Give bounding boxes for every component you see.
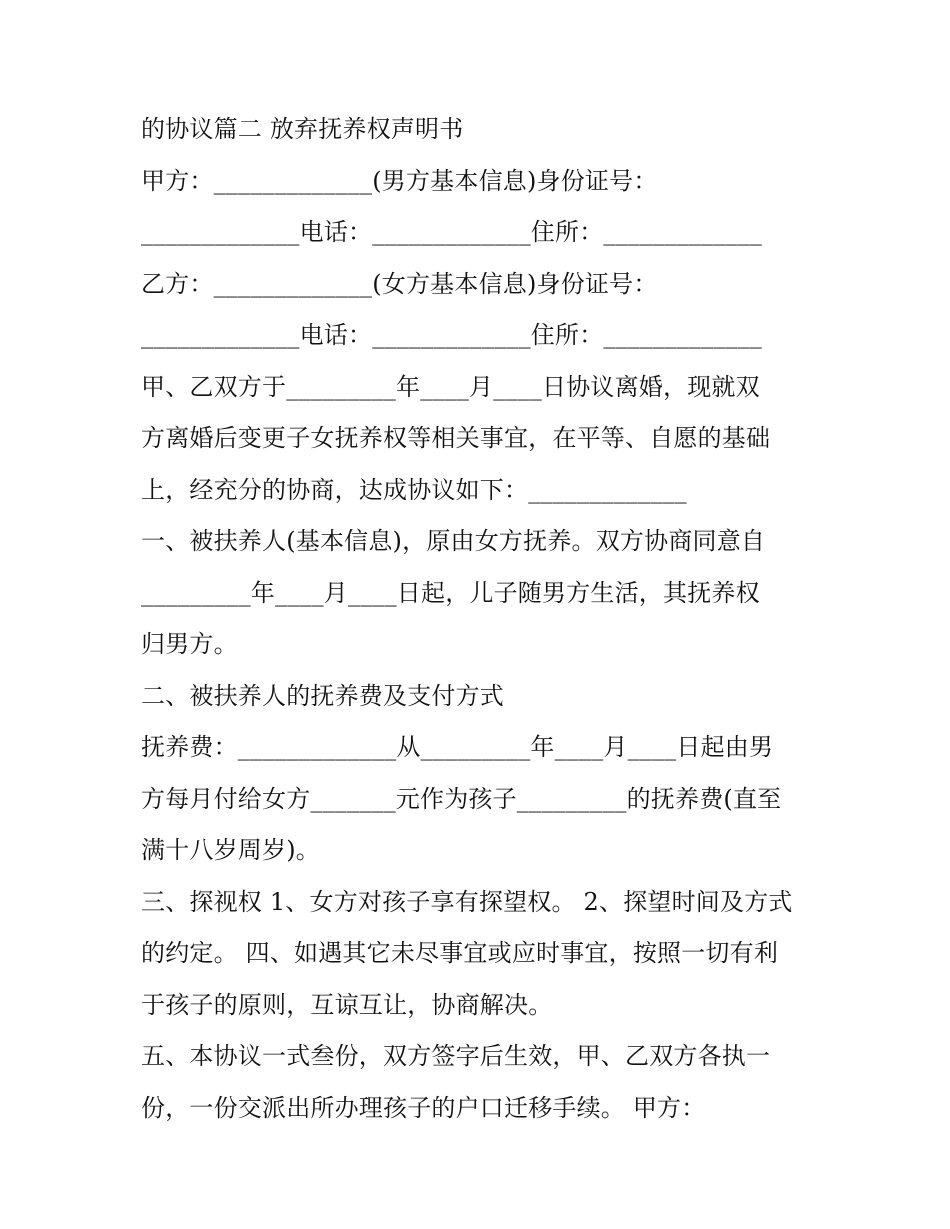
clause-two-heading: 二、被扶养人的抚养费及支付方式 bbox=[141, 681, 504, 710]
paragraph-line: 上，经充分的协商，达成协议如下：_____________ bbox=[141, 475, 687, 504]
party-a-line: 甲方：_____________(男方基本信息)身份证号： bbox=[141, 166, 658, 195]
clause-three-line: 三、探视权 1、女方对孩子享有探望权。 2、探望时间及方式 bbox=[141, 887, 793, 916]
document-body bbox=[141, 104, 821, 1134]
clause-two-line: 方每月付给女方_______元作为孩子_________的抚养费(直至 bbox=[141, 784, 782, 813]
clause-three-line: 的约定。 四、如遇其它未尽事宜或应时事宜，按照一切有利 bbox=[141, 939, 779, 967]
clause-two-line: 抚养费：_____________从_________年____月____日起由男 bbox=[141, 733, 774, 761]
clause-two-line: 满十八岁周岁)。 bbox=[141, 836, 320, 864]
party-b-line: 乙方：_____________(女方基本信息)身份证号： bbox=[141, 269, 658, 298]
clause-one-line: 一、被扶养人(基本信息)，原由女方抚养。双方协商同意自 bbox=[141, 527, 766, 555]
party-b-contact-line: _____________电话：_____________住所：_____________ bbox=[141, 321, 762, 349]
clause-three-line: 于孩子的原则，互谅互让，协商解决。 bbox=[141, 990, 553, 1019]
clause-five-line: 五、本协议一式叁份，双方签字后生效，甲、乙双方各执一 bbox=[141, 1042, 771, 1070]
document-title: 的协议篇二 放弃抚养权声明书 bbox=[141, 115, 464, 143]
clause-one-line: 归男方。 bbox=[141, 630, 238, 658]
paragraph-line: 甲、乙双方于_________年____月____日协议离婚，现就双 bbox=[141, 372, 760, 401]
paragraph-line: 方离婚后变更子女抚养权等相关事宜，在平等、自愿的基础 bbox=[141, 424, 771, 452]
party-a-contact-line: _____________电话：_____________住所：_____________ bbox=[141, 218, 762, 246]
clause-five-line: 份，一份交派出所办理孩子的户口迁移手续。 甲方： bbox=[141, 1093, 706, 1122]
clause-one-line: _________年____月____日起，儿子随男方生活，其抚养权 bbox=[141, 578, 760, 607]
